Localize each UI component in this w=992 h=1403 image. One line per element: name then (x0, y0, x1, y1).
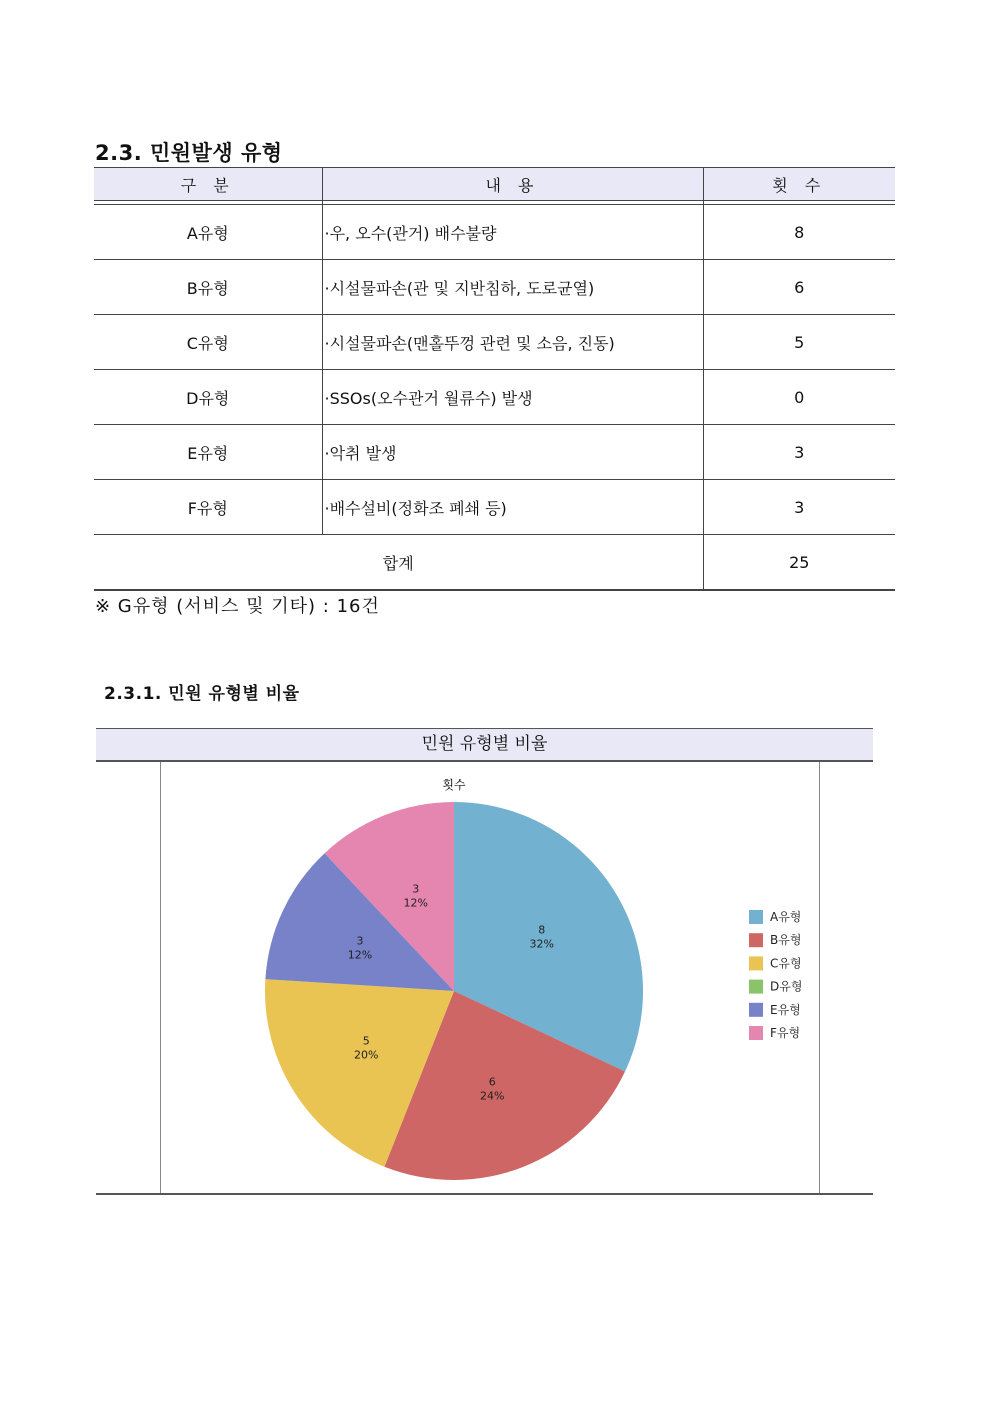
total-row (94, 535, 895, 591)
cell-count: 6 (703, 260, 895, 315)
cell-content: ·배수설비(정화조 폐쇄 등) (322, 480, 703, 535)
header-count: 횟 수 (703, 168, 895, 201)
cell-type: E유형 (94, 425, 322, 480)
legend-swatch (749, 956, 763, 970)
footnote: ※ G유형 (서비스 및 기타) : 16건 (95, 596, 380, 617)
pie-chart (161, 762, 819, 1193)
table-row (94, 480, 895, 535)
cell-count: 5 (703, 315, 895, 370)
legend-swatch (749, 933, 763, 947)
subsection-title: 2.3.1. 민원 유형별 비율 (104, 684, 300, 704)
slice-value-label: 3 (412, 882, 420, 896)
cell-count: 8 (703, 205, 895, 260)
slice-value-label: 6 (488, 1075, 496, 1089)
complaint-type-table (94, 167, 895, 591)
legend-label: B유형 (770, 933, 802, 948)
legend-swatch (749, 980, 763, 994)
chart-title: 횟수 (442, 778, 466, 792)
legend-label: A유형 (770, 910, 802, 924)
total-label: 합계 (94, 535, 703, 591)
chart-frame (160, 762, 820, 1193)
slice-percent-label: 32% (529, 937, 554, 951)
cell-content: ·시설물파손(관 및 지반침하, 도로균열) (322, 260, 703, 315)
cell-content: ·악취 발생 (322, 425, 703, 480)
table-header-row (94, 168, 895, 201)
cell-content: ·시설물파손(맨홀뚜껑 관련 및 소음, 진동) (322, 315, 703, 370)
cell-type: A유형 (94, 205, 322, 260)
cell-content: ·SSOs(오수관거 월류수) 발생 (322, 370, 703, 425)
legend-swatch (749, 910, 763, 924)
table-row (94, 205, 895, 260)
cell-type: D유형 (94, 370, 322, 425)
legend-label: C유형 (770, 956, 802, 971)
table-row (94, 370, 895, 425)
cell-type: B유형 (94, 260, 322, 315)
header-type: 구 분 (94, 168, 322, 201)
legend-swatch (749, 1026, 763, 1040)
table-row (94, 315, 895, 370)
slice-percent-label: 12% (403, 896, 428, 910)
cell-content: ·우, 오수(관거) 배수불량 (322, 205, 703, 260)
cell-count: 0 (703, 370, 895, 425)
table-row (94, 425, 895, 480)
total-value: 25 (703, 535, 895, 591)
slice-percent-label: 20% (354, 1048, 379, 1062)
section-title: 2.3. 민원발생 유형 (95, 141, 283, 165)
slice-percent-label: 12% (347, 948, 373, 962)
header-content: 내 용 (322, 168, 703, 201)
cell-count: 3 (703, 425, 895, 480)
slice-value-label: 8 (538, 923, 546, 937)
chart-box-title: 민원 유형별 비율 (96, 728, 873, 761)
legend-label: F유형 (770, 1026, 801, 1040)
cell-type: C유형 (94, 315, 322, 370)
legend-label: E유형 (770, 1002, 801, 1017)
legend-swatch (749, 1003, 763, 1017)
slice-value-label: 3 (356, 934, 364, 948)
slice-percent-label: 24% (480, 1089, 505, 1103)
cell-type: F유형 (94, 480, 322, 535)
legend-label: D유형 (770, 979, 803, 994)
table-row (94, 260, 895, 315)
cell-count: 3 (703, 480, 895, 535)
slice-value-label: 5 (362, 1034, 370, 1048)
chart-bottom-rule (96, 1193, 873, 1195)
